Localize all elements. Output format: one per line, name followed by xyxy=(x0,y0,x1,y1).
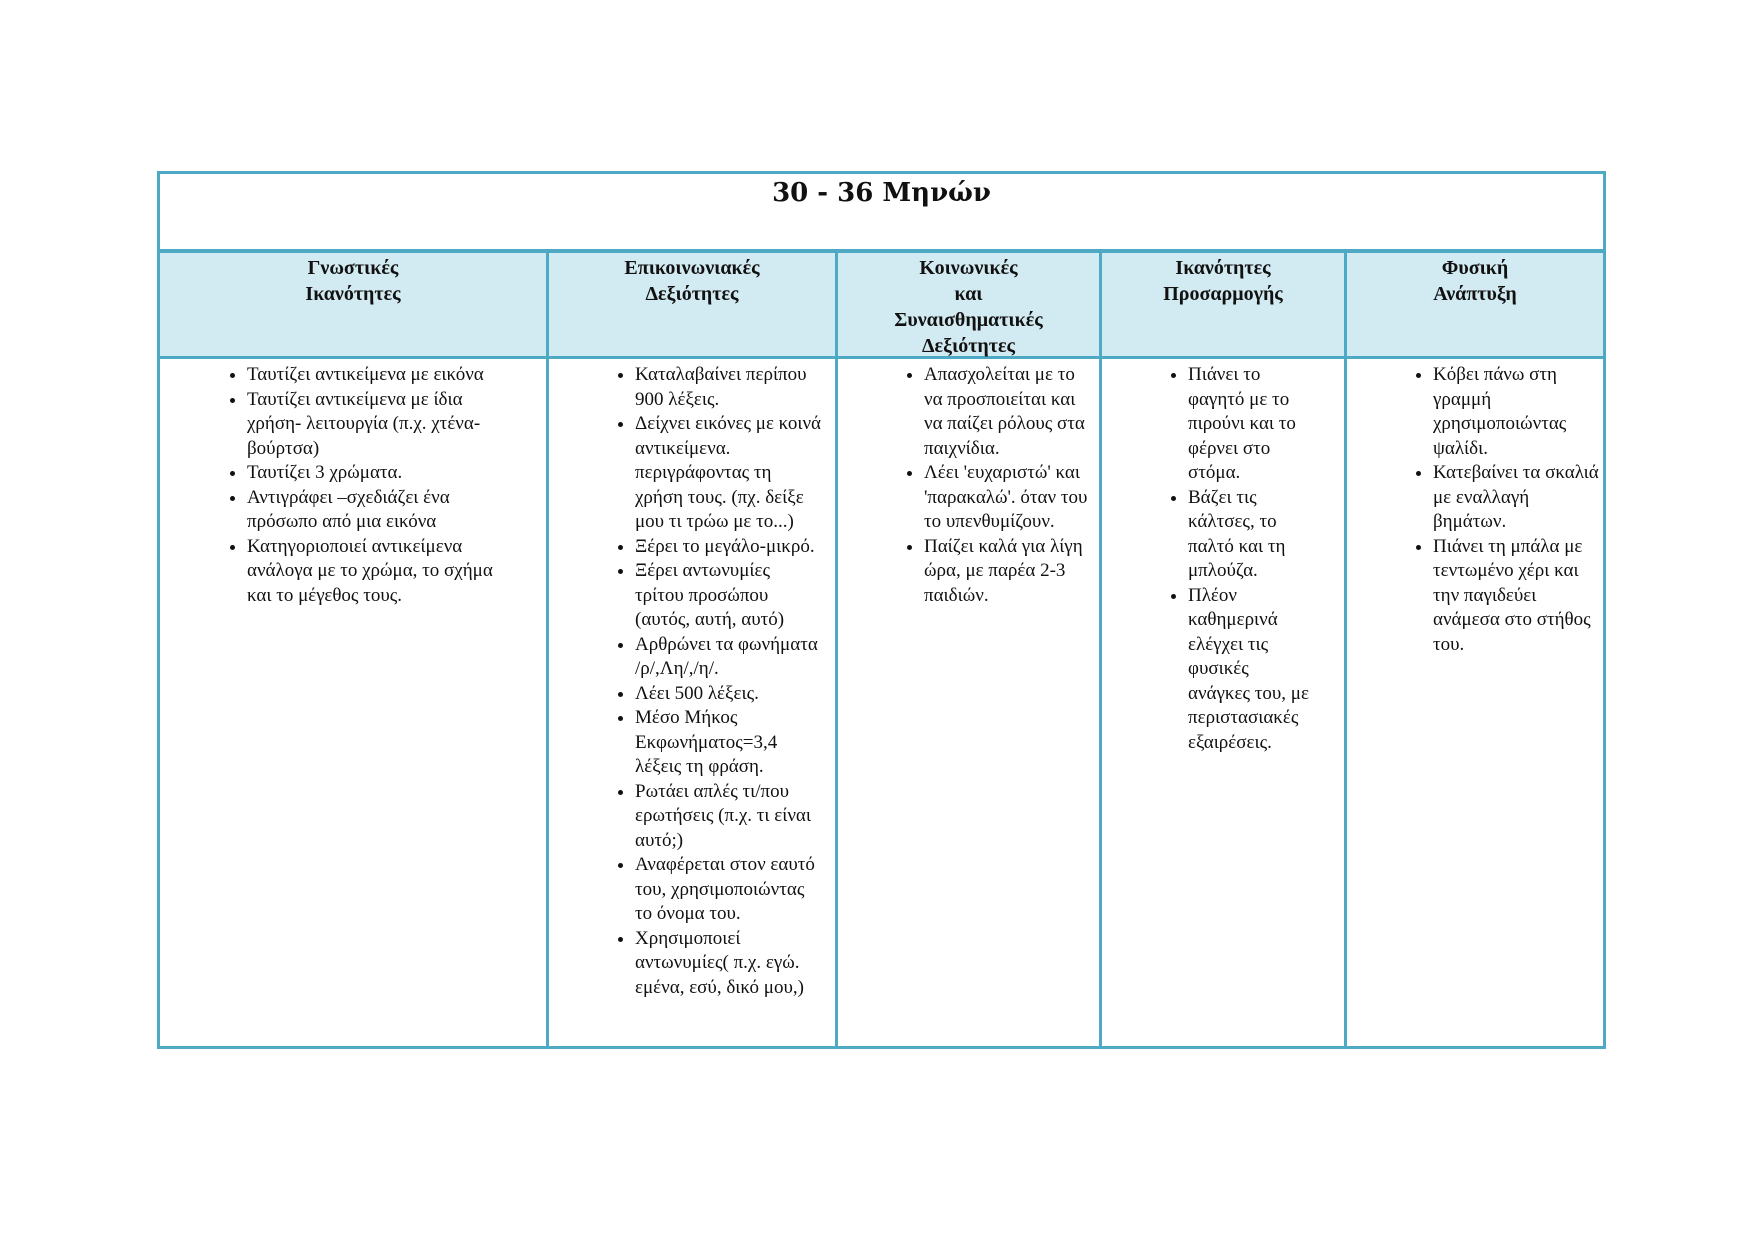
header-line: Προσαρμογής xyxy=(1163,283,1283,305)
bullet-list xyxy=(549,363,823,1000)
bullet-list xyxy=(838,363,1092,608)
column-header xyxy=(160,253,546,359)
column-cognitive xyxy=(160,253,546,1046)
list-item: • Πλέον καθημερινά ελέγχει τις φυσικές ανάγκες του, με περιστασιακές εξαιρέσεις. xyxy=(1188,584,1314,756)
milestones-table xyxy=(157,171,1606,1049)
list-item: • Ξέρει αντωνυμίες τρίτου προσώπου (αυτός, αυτή, αυτό) xyxy=(635,559,823,633)
header-line: Επικοινωνιακές xyxy=(624,257,760,279)
list-item: • Κατηγοριοποιεί αντικείμενα ανάλογα με το χρώμα, το σχήμα και το μέγεθος τους. xyxy=(247,535,509,609)
column-body xyxy=(838,359,1099,1046)
list-item: • Κατεβαίνει τα σκαλιά με εναλλαγή βημάτων. xyxy=(1433,461,1599,535)
list-item: • Αρθρώνει τα φωνήματα /ρ/,Λη/,/η/. xyxy=(635,633,823,682)
column-body xyxy=(1102,359,1344,1046)
list-item: • Μέσο Μήκος Εκφωνήματος=3,4 λέξεις τη φράση. xyxy=(635,706,823,780)
header-line: Γνωστικές xyxy=(307,257,399,279)
bullet-list xyxy=(1347,363,1599,657)
list-item: • Ταυτίζει αντικείμενα με εικόνα xyxy=(247,363,509,388)
column-body xyxy=(549,359,835,1046)
list-item: • Ξέρει το μεγάλο-μικρό. xyxy=(635,535,823,560)
list-item: • Ταυτίζει 3 χρώματα. xyxy=(247,461,509,486)
list-item: • Καταλαβαίνει περίπου 900 λέξεις. xyxy=(635,363,823,412)
list-item: • Κόβει πάνω στη γραμμή χρησιμοποιώντας ψαλίδι. xyxy=(1433,363,1599,461)
header-line: Ικανότητες xyxy=(1175,257,1271,279)
header-line: Ικανότητες xyxy=(305,283,401,305)
list-item: • Δείχνει εικόνες με κοινά αντικείμενα. περιγράφοντας τη χρήση τους. (πχ. δείξε μου τι τρώω με το...) xyxy=(635,412,823,535)
column-header xyxy=(549,253,835,359)
title-row xyxy=(160,174,1603,253)
list-item: • Πιάνει τη μπάλα με τεντωμένο χέρι και την παγιδεύει ανάμεσα στο στήθος του. xyxy=(1433,535,1599,658)
list-item: • Ρωτάει απλές τι/που ερωτήσεις (π.χ. τι είναι αυτό;) xyxy=(635,780,823,854)
header-line: Κοινωνικές xyxy=(919,257,1018,279)
column-header xyxy=(838,253,1099,359)
column-physical xyxy=(1344,253,1603,1046)
list-item: • Ταυτίζει αντικείμενα με ίδια χρήση- λειτουργία (π.χ. χτένα-βούρτσα) xyxy=(247,388,509,462)
header-line: Ανάπτυξη xyxy=(1433,283,1517,305)
list-item: • Βάζει τις κάλτσες, το παλτό και τη μπλούζα. xyxy=(1188,486,1314,584)
column-adaptive xyxy=(1099,253,1344,1046)
bullet-list xyxy=(160,363,509,608)
list-item: • Παίζει καλά για λίγη ώρα, με παρέα 2-3 παιδιών. xyxy=(924,535,1092,609)
header-line: και xyxy=(954,283,983,305)
list-item: • Λέει 500 λέξεις. xyxy=(635,682,823,707)
column-social-emotional xyxy=(835,253,1099,1046)
list-item: • Πιάνει το φαγητό με το πιρούνι και το φέρνει στο στόμα. xyxy=(1188,363,1314,486)
column-body xyxy=(1347,359,1603,1046)
list-item: • Χρησιμοποιεί αντωνυμίες( π.χ. εγώ. εμένα, εσύ, δικό μου,) xyxy=(635,927,823,1001)
header-line: Δεξιότητες xyxy=(922,335,1015,357)
header-line: Δεξιότητες xyxy=(645,283,739,305)
list-item: • Λέει 'ευχαριστώ' και 'παρακαλώ'. όταν του το υπενθυμίζουν. xyxy=(924,461,1092,535)
column-header xyxy=(1347,253,1603,359)
column-communication xyxy=(546,253,835,1046)
table-title: 30 - 36 Μηνών xyxy=(772,178,991,208)
column-body xyxy=(160,359,546,1046)
bullet-list xyxy=(1102,363,1314,755)
list-item: • Αντιγράφει –σχεδιάζει ένα πρόσωπο από μια εικόνα xyxy=(247,486,509,535)
header-line: Συναισθηματικές xyxy=(894,309,1043,331)
column-header xyxy=(1102,253,1344,359)
header-line: Φυσική xyxy=(1441,257,1509,279)
list-item: • Απασχολείται με το να προσποιείται και να παίζει ρόλους στα παιχνίδια. xyxy=(924,363,1092,461)
list-item: • Αναφέρεται στον εαυτό του, χρησιμοποιώντας το όνομα του. xyxy=(635,853,823,927)
